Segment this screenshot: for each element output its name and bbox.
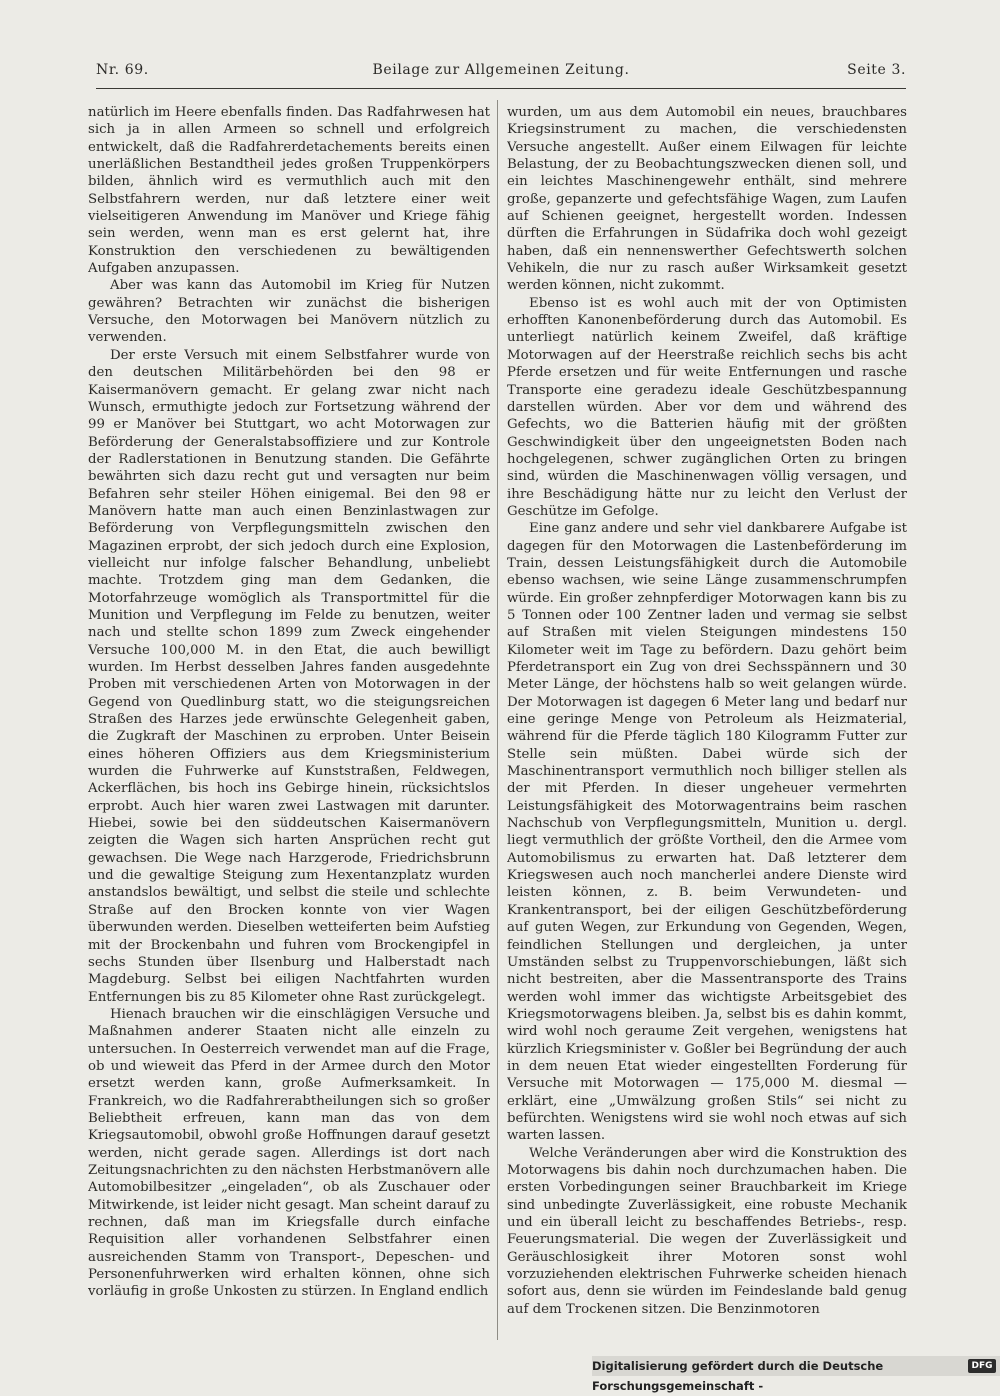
paragraph: Aber was kann das Automobil im Krieg für Nutzen gewähren? Betrachten wir zunächst die bisherigen Versuche, den Motorwagen bei Manövern nützlich zu verwenden. bbox=[88, 278, 490, 346]
right-column bbox=[507, 104, 907, 1334]
paragraph: Eine ganz andere und sehr viel dankbarere Aufgabe ist dagegen für den Motorwagen die Lastenbeförderung im Train, dessen Leistungsfähigkeit durch die Automobile ebenso wachsen, wie seine Länge zusammenschrumpfen würde. Ein großer zehnpferdiger Motorwagen kann bis zu 5 Tonnen oder 100 Zentner laden und vermag sie selbst auf Straßen mit vielen Steigungen mindestens 150 Kilometer weit im Tage zu befördern. Dazu gehört beim Pferdetransport ein Zug von drei Sechsspännern und 30 Meter Länge, der höchstens halb so weit gelangen würde. Der Motorwagen ist dagegen 6 Meter lang und bedarf nur eine geringe Menge von Petroleum als Heizmaterial, während für die Pferde täglich 180 Kilogramm Futter zur Stelle sein müßten. Dabei würde sich der Maschinentransport vermuthlich noch billiger stellen als der mit Pferden. In dieser ungeheuer vermehrten Leistungsfähigkeit des Motorwagentrains beim raschen Nachschub von Verpflegungsmitteln, Munition u. dergl. liegt vermuthlich der größte Vortheil, den die Armee vom Automobilismus zu erwarten hat. Daß letzterer dem Kriegswesen auch noch mancherlei andere Dienste wird leisten können, z. B. beim Verwundeten- und Krankentransport, bei der eiligen Geschützbeförderung auf guten Wegen, zur Erkundung von Gegenden, Wegen, feindlichen Stellungen und dergleichen, ja unter Umständen selbst zu Truppenvorschiebungen, läßt sich nicht bestreiten, aber die Massentransporte des Trains werden wohl immer das wichtigste Arbeitsgebiet des Kriegsmotorwagens bleiben. Ja, selbst bis es dahin kommt, wird wohl noch geraume Zeit vergehen, wenigstens hat kürzlich Kriegsminister v. Goßler bei Begründung der auch in dem neuen Etat wieder eingestellten Forderung für Versuche mit Motorwagen — 175,000 M. diesmal — erklärt, eine „Umwälzung großen Stils“ sei nicht zu befürchten. Wenigstens wird sie wohl noch etwas auf sich warten lassen. bbox=[507, 521, 907, 1144]
paragraph: wurden, um aus dem Automobil ein neues, brauchbares Kriegsinstrument zu machen, die verschiedensten Versuche angestellt. Außer einem Eilwagen für leichte Belastung, der zu Beobachtungszwecken dienen soll, und ein leichtes Maschinengewehr enthält, sind mehrere große, gepanzerte und gefechtsfähige Wagen, zum Laufen auf Schienen geeignet, hergestellt worden. Indessen dürften die Erfahrungen in Südafrika doch wohl gezeigt haben, daß ein nennenswerther Gefechtswerth solchen Vehikeln, die nur zu rasch außer Wirksamkeit gesetzt werden können, nicht zukommt. bbox=[507, 105, 907, 294]
paragraph: Ebenso ist es wohl auch mit der von Optimisten erhofften Kanonenbeförderung durch das Automobil. Es unterliegt natürlich keinem Zweifel, daß kräftige Motorwagen auf der Heerstraße reichlich sechs bis acht Pferde ersetzen und für weite Entfernungen und rasche Transporte eine geradezu ideale Geschützbespannung darstellen würden. Aber vor dem und während des Gefechts, wo die Batterien häufig mit der größten Geschwindigkeit über den ungeeignetsten Boden nach hochgelegenen, schwer zugänglichen Orten zu bringen sind, würden die Maschinenwagen völlig versagen, und ihre Beschädigung hätte nur zu leicht den Verlust der Geschütze im Gefolge. bbox=[507, 295, 907, 519]
digitization-footer bbox=[592, 1356, 1000, 1393]
page-number: Seite 3. bbox=[847, 62, 906, 78]
dfg-logo: DFG bbox=[968, 1359, 996, 1373]
column-divider bbox=[497, 100, 498, 1340]
running-title: Beilage zur Allgemeinen Zeitung. bbox=[372, 62, 630, 78]
paragraph: natürlich im Heere ebenfalls finden. Das Radfahrwesen hat sich ja in allen Armeen so schnell und erfolgreich entwickelt, daß die Radfahrerdetachements bereits einen unerläßlichen Bestandtheil jedes großen Truppenkörpers bilden, ähnlich wird es vermuthlich auch mit den Selbstfahrern werden, nur daß letztere einer weit vielseitigeren Anwendung im Manöver und Kriege fähig sein werden, wenn man es erst gelernt hat, ihre Konstruktion den verschiedenen zu bewältigenden Aufgaben anzupassen. bbox=[88, 105, 490, 277]
funding-note: Digitalisierung gefördert durch die Deutsche Forschungsgemeinschaft - bbox=[592, 1359, 884, 1393]
left-column bbox=[88, 104, 490, 1334]
paragraph: Der erste Versuch mit einem Selbstfahrer wurde von den deutschen Militärbehörden bei den 98 er Kaisermanövern gemacht. Er gelang zwar nicht nach Wunsch, ermuthigte jedoch zur Fortsetzung während der 99 er Manöver bei Stuttgart, wo acht Motorwagen zur Beförderung der Generalstabsoffiziere und zur Kontrole der Radlerstationen in Benutzung standen. Die Gefährte bewährten sich dazu recht gut und versagten nur beim Befahren sehr steiler Höhen einigemal. Bei den 98 er Manövern hatte man auch einen Benzinlastwagen zur Beförderung von Verpflegungsmitteln zwischen den Magazinen erprobt, der sich jedoch durch eine Explosion, vielleicht nur infolge falscher Behandlung, unbeliebt machte. Trotzdem ging man dem Gedanken, die Motorfahrzeuge womöglich als Transportmittel für die Munition und Verpflegung im Felde zu benutzen, weiter nach und stellte schon 1899 zum Zweck eingehender Versuche 100,000 M. in den Etat, die auch bewilligt wurden. Im Herbst desselben Jahres fanden ausgedehnte Proben mit verschiedenen Arten von Motorwagen in der Gegend von Quedlinburg statt, wo die steigungsreichen Straßen des Harzes jede erwünschte Gelegenheit gaben, die Zugkraft der Maschinen zu erproben. Unter Beisein eines höheren Offiziers aus dem Kriegsministerium wurden die Fuhrwerke auf Kunststraßen, Feldwegen, Ackerflächen, bis hoch ins Gebirge hinein, rücksichtslos erprobt. Auch hier waren zwei Lastwagen mit darunter. Hiebei, sowie bei den süddeutschen Kaisermanövern zeigten die Wagen sich harten Ansprüchen recht gut gewachsen. Die Wege nach Harzgerode, Friedrichsbrunn und die gewaltige Steigung zum Hexentanzplatz wurden anstandslos bewältigt, und selbst die steile und schlechte Straße auf den Brocken konnte von vier Wagen überwunden werden. Dieselben wetteiferten beim Aufstieg mit der Brockenbahn und fuhren vom Brockengipfel in sechs Stunden über Ilsenburg und Halberstadt nach Magdeburg. Selbst bei eiligen Nachtfahrten wurden Entfernungen bis zu 85 Kilometer ohne Rast zurückgelegt. bbox=[88, 347, 490, 1005]
page-header bbox=[96, 60, 906, 89]
paragraph: Hienach brauchen wir die einschlägigen Versuche und Maßnahmen anderer Staaten nicht alle einzeln zu untersuchen. In Oesterreich verwendet man auf die Frage, ob und wieweit das Pferd in der Armee durch den Motor ersetzt werden kann, große Aufmerksamkeit. In Frankreich, wo die Radfahrerabtheilungen sich so großer Beliebtheit erfreuen, kann man das von dem Kriegsautomobil, obwohl große Hoffnungen darauf gesetzt werden, nicht gerade sagen. Allerdings ist dort nach Zeitungsnachrichten zu den nächsten Herbstmanövern alle Automobilbesitzer „eingeladen“, ob als Zuschauer oder Mitwirkende, ist leider nicht gesagt. Man scheint darauf zu rechnen, daß man im Kriegsfalle durch einfache Requisition aller vorhandenen Selbstfahrer einen ausreichenden Stamm von Transport-, Depeschen- und Personenfuhrwerken wird erhalten können, ohne sich vorläufig in große Unkosten zu stürzen. In England endlich bbox=[88, 1006, 490, 1300]
paragraph: Welche Veränderungen aber wird die Konstruktion des Motorwagens bis dahin noch durchzumachen haben. Die ersten Vorbedingungen seiner Brauchbarkeit im Kriege sind unbedingte Zuverlässigkeit, eine robuste Mechanik und ein überall leicht zu beschaffendes Betriebs-, resp. Feuerungsmaterial. Die wegen der Zuverlässigkeit und Geräuschlosigkeit ihrer Motoren sonst wohl vorzuziehenden elektrischen Fuhrwerke scheiden hienach sofort aus, denn sie würden im Feindeslande bald genug auf dem Trockenen sitzen. Die Benzinmotoren bbox=[507, 1145, 907, 1317]
issue-number: Nr. 69. bbox=[96, 62, 149, 78]
